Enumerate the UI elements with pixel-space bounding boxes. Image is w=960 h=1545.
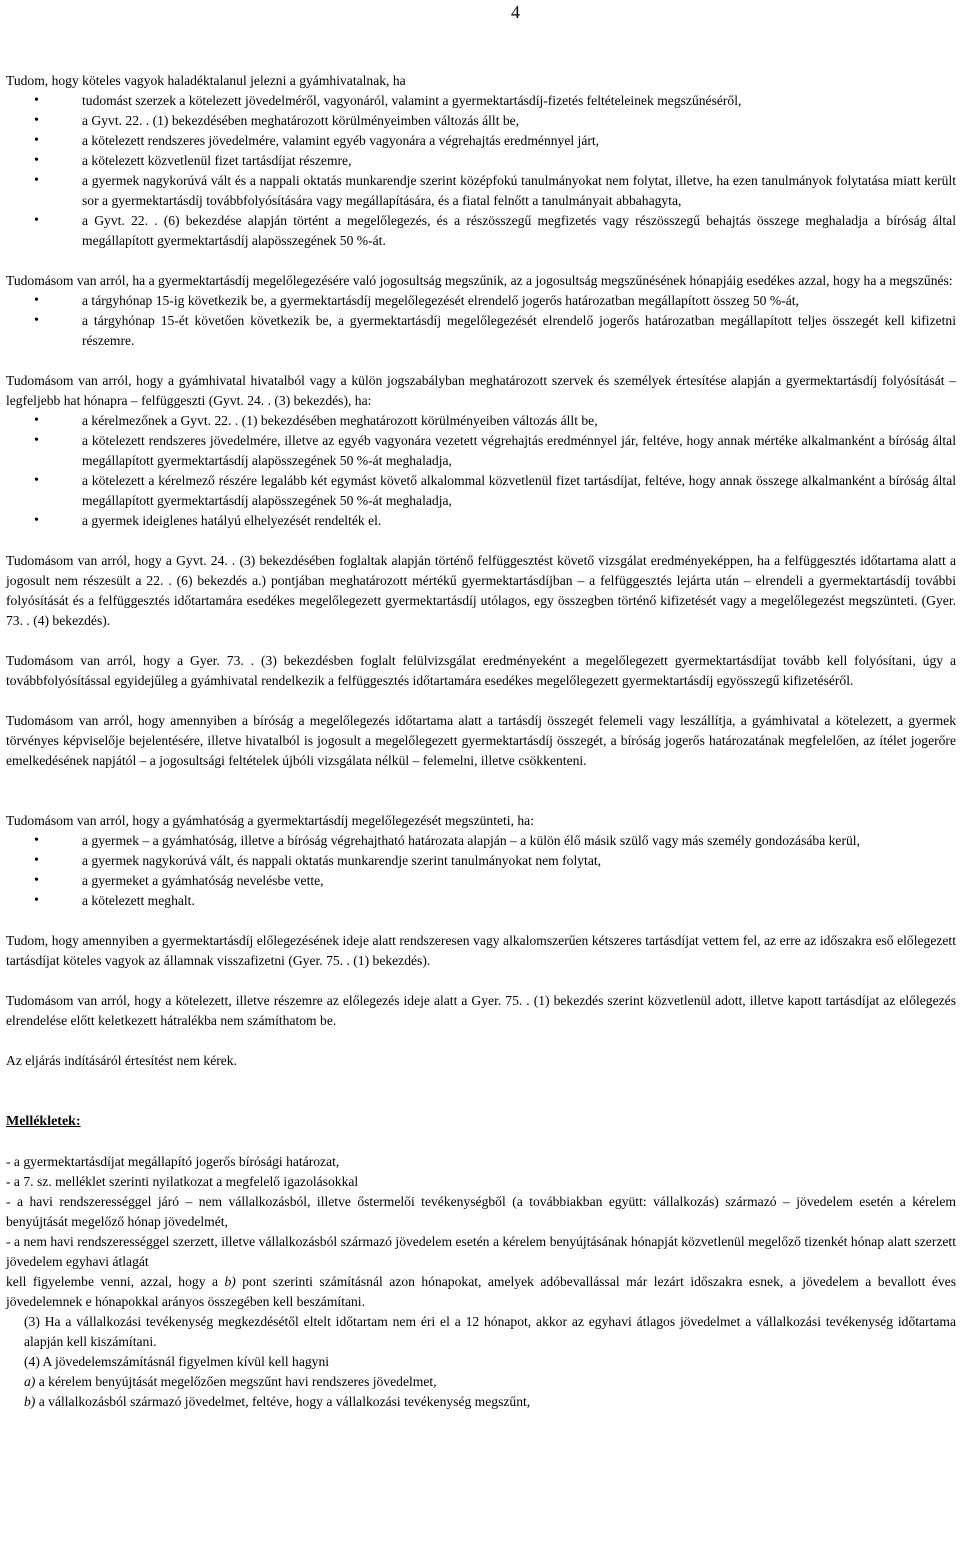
attachment-item-3: (3) Ha a vállalkozási tevékenység megkezdésétől eltelt időtartam nem éri el a 12 hónapot, akkor az egyhavi átlagos jövedelmet a vállalkozási tevékenység időtartama alapján kell kiszámítani. [24, 1314, 956, 1349]
sub-label-b: b) [24, 1394, 36, 1409]
list-item: • a kötelezett meghalt. [6, 891, 956, 911]
attachments-heading [6, 1111, 956, 1132]
page-number: 4 [511, 2, 520, 22]
list-item: • a Gyvt. 22. . (6) bekezdése alapján történt a megelőlegezés, és a részösszegű megfizetés vagy részösszegű behajtás összege meghaladja a bíróság által megállapított gyermektartásdíj alapösszegének 50 %-át. [6, 211, 956, 251]
termination-timing [6, 271, 956, 351]
list-item: • a gyermeket a gyámhatóság nevelésbe vette, [6, 871, 956, 891]
text-run-italic: b) [224, 1274, 236, 1289]
attachment-line-b [6, 1272, 956, 1312]
paragraph-no-notice: Az eljárás indításáról értesítést nem kérek. [6, 1053, 238, 1068]
list-item: • a tárgyhónap 15-ig következik be, a gyermektartásdíj megelőlegezését elrendelő jogerős határozatban megállapított összeg 50 %-át, [6, 291, 956, 311]
paragraph-intro: Tudomásom van arról, hogy a gyámhatóság a gyermektartásdíj megelőlegezését megszünteti, ha: [6, 813, 534, 828]
list-item: • a gyermek nagykorúvá vált és a nappali oktatás munkarendje szerint középfokú tanulmányokat nem folytat, illetve, ha ezen tanulmányok folytatása miatt került sor a gyermektartásdíj továbbfolyósítására vagy megállapítására, és a fiatal felnőtt a tanulmányait abbahagyta, [6, 171, 956, 211]
notification-duties [6, 71, 956, 251]
text-run: pont szerinti számításnál azon hónapokat, amelyek adóbevallással már lezárt időszakra esnek, a jövedelem a bevallott éves jövedelemnek e hónapokkal arányos összegében kell beszámítani. [6, 1274, 956, 1309]
list-item: • a kötelezett a kérelmező részére legalább két egymást követő alkalommal közvetlenül fizet tartásdíjat, feltéve, hogy annak összege alkalmanként a bíróság által megállapított gyermektartásdíj alapösszegének 50 %-át meghaladja, [6, 471, 956, 511]
list-item: • a kötelezett rendszeres jövedelmére, valamint egyéb vagyonára a végrehajtás eredménnyel járt, [6, 131, 956, 151]
attachment-sub-b [6, 1392, 956, 1412]
list-item: • a tárgyhónap 15-ét követően következik be, a gyermektartásdíj megelőlegezését elrendelő jogerős határozatban megállapított teljes összegét kell kifizetni részemre. [6, 311, 956, 351]
sub-text-b: a vállalkozásból származó jövedelmet, feltéve, hogy a vállalkozási tevékenység megszűnt, [35, 1394, 531, 1409]
list-item: • a gyermek ideiglenes hatályú elhelyezését rendelték el. [6, 511, 956, 531]
list-item: • a kérelmezőnek a Gyvt. 22. . (1) bekezdésében meghatározott körülményeiben változás állt be, [6, 411, 956, 431]
attachments-heading-text: Mellékletek: [6, 1114, 81, 1129]
attachment-sub-a [6, 1372, 956, 1392]
attachments-section [6, 1111, 956, 1412]
paragraph-intro: Tudomásom van arról, hogy a gyámhivatal hivatalból vagy a külön jogszabályban meghatározott szervek és személyek értesítése alapján a gyermektartásdíj folyósítását – legfeljebb hat hónapra – felfüggeszti (Gyvt. 24. . (3) bekezdés), ha: [6, 373, 956, 408]
document-body [6, 71, 956, 1412]
list-item: • a gyermek nagykorúvá vált, és nappali oktatás munkarendje szerint tanulmányokat nem folytat, [6, 851, 956, 871]
attachment-line: - a havi rendszerességgel járó – nem vállalkozásból, illetve őstermelői tevékenységből (a továbbiakban együtt: vállalkozás) származó – jövedelem esetén a kérelem benyújtását megelőző hónap jövedelmét, [6, 1194, 956, 1229]
suspension-conditions [6, 371, 956, 531]
paragraph-arrears: Tudomásom van arról, hogy a kötelezett, illetve részemre az előlegezés ideje alatt a Gyer. 75. . (1) bekezdés szerint közvetlenül adott, illetve kapott tartásdíjat az előlegezés elrendelése előtt keletkezett hátralékba nem számíthatom be. [6, 993, 956, 1028]
bullet-list [6, 411, 956, 531]
paragraph-continued-payment: Tudomásom van arról, hogy a Gyer. 73. . (3) bekezdésben foglalt felülvizsgálat eredményeként a megelőlegezett gyermektartásdíjat tovább kell folyósítani, úgy a továbbfolyósítással egyidejűleg a gyámhivatal rendelkezik a felfüggesztés időtartamára esedékes megelőlegezett gyermektartásdíj egyösszegű kifizetéséről. [6, 653, 956, 688]
sub-label-a: a) [24, 1374, 36, 1389]
paragraph-amount-change: Tudomásom van arról, hogy amennyiben a bíróság a megelőlegezés időtartama alatt a tartásdíj összegét felemeli vagy leszállítja, a gyámhivatal a kötelezett, a gyermek törvényes képviselője bejelentésére, illetve hivatalból is jogosult a megelőlegezett gyermektartásdíj összegét, a bíróság jogerős határozatának megfelelően, az ítélet jogerőre emelkedésének napjától – a jogosultsági feltételek újbóli vizsgálata nélkül – felemelni, illetve csökkenteni. [6, 713, 956, 768]
bullet-list [6, 831, 956, 911]
attachment-item-4: (4) A jövedelemszámításnál figyelmen kívül kell hagyni [24, 1354, 330, 1369]
attachment-line: - a 7. sz. melléklet szerinti nyilatkozat a megfelelő igazolásokkal [6, 1174, 359, 1189]
attachment-line: - a gyermektartásdíjat megállapító jogerős bírósági határozat, [6, 1154, 340, 1169]
bullet-list [6, 91, 956, 251]
list-item: • tudomást szerzek a kötelezett jövedelméről, vagyonáról, valamint a gyermektartásdíj-fizetés feltételeinek megszűnéséről, [6, 91, 956, 111]
paragraph-suspension-review: Tudomásom van arról, hogy a Gyvt. 24. . (3) bekezdésében foglaltak alapján történő felfüggesztést követő vizsgálat eredményeképpen, ha a felfüggesztés időtartama alatt a jogosult nem részesült a 22. . (6) bekezdés a.) pontjában meghatározott mértékű gyermektartásdíjban – a felfüggesztés lejárta után – elrendeli a gyermektartásdíj további folyósítását és a felfüggesztés időtartamára esedékes megelőlegezett gyermektartásdíj utólagos, egy összegben történő kifizetését vagy a megelőlegezést megszünteti. (Gyer. 73. . (4) bekezdés). [6, 553, 956, 628]
paragraph-repayment: Tudom, hogy amennyiben a gyermektartásdíj előlegezésének ideje alatt rendszeresen vagy alkalomszerűen kétszeres tartásdíjat vettem fel, az erre az időszakra eső előlegezett tartásdíjat köteles vagyok az államnak visszafizetni (Gyer. 75. . (1) bekezdés). [6, 933, 956, 968]
bullet-list [6, 291, 956, 351]
list-item: • a kötelezett rendszeres jövedelmére, illetve az egyéb vagyonára vezetett végrehajtás eredménnyel jár, feltéve, hogy annak mértéke alkalmanként a bíróság által megállapított gyermektartásdíj alapösszegének 50 %-át meghaladja, [6, 431, 956, 471]
list-item: • a gyermek – a gyámhatóság, illetve a bíróság végrehajtható határozata alapján – a külön élő másik szülő vagy más személy gondozásába kerül, [6, 831, 956, 851]
list-item: • a kötelezett közvetlenül fizet tartásdíjat részemre, [6, 151, 956, 171]
cessation-conditions [6, 811, 956, 911]
list-item: • a Gyvt. 22. . (1) bekezdésében meghatározott körülményeimben változás állt be, [6, 111, 956, 131]
paragraph-intro: Tudomásom van arról, ha a gyermektartásdíj megelőlegezésére való jogosultság megszűnik, az a jogosultság megszűnésének hónapjáig esedékes azzal, hogy ha a megszűnés: [6, 273, 953, 288]
attachment-line: - a nem havi rendszerességgel szerzett, illetve vállalkozásból származó jövedelem esetén a kérelem benyújtásának hónapját közvetlenül megelőző tizenkét hónap alatt szerzett jövedelem egyhavi átlagát [6, 1234, 956, 1269]
paragraph-intro: Tudom, hogy köteles vagyok haladéktalanul jelezni a gyámhivatalnak, ha [6, 73, 406, 88]
text-run: kell figyelembe venni, azzal, hogy a [6, 1274, 225, 1289]
sub-text-a: a kérelem benyújtását megelőzően megszűnt havi rendszeres jövedelmet, [35, 1374, 437, 1389]
